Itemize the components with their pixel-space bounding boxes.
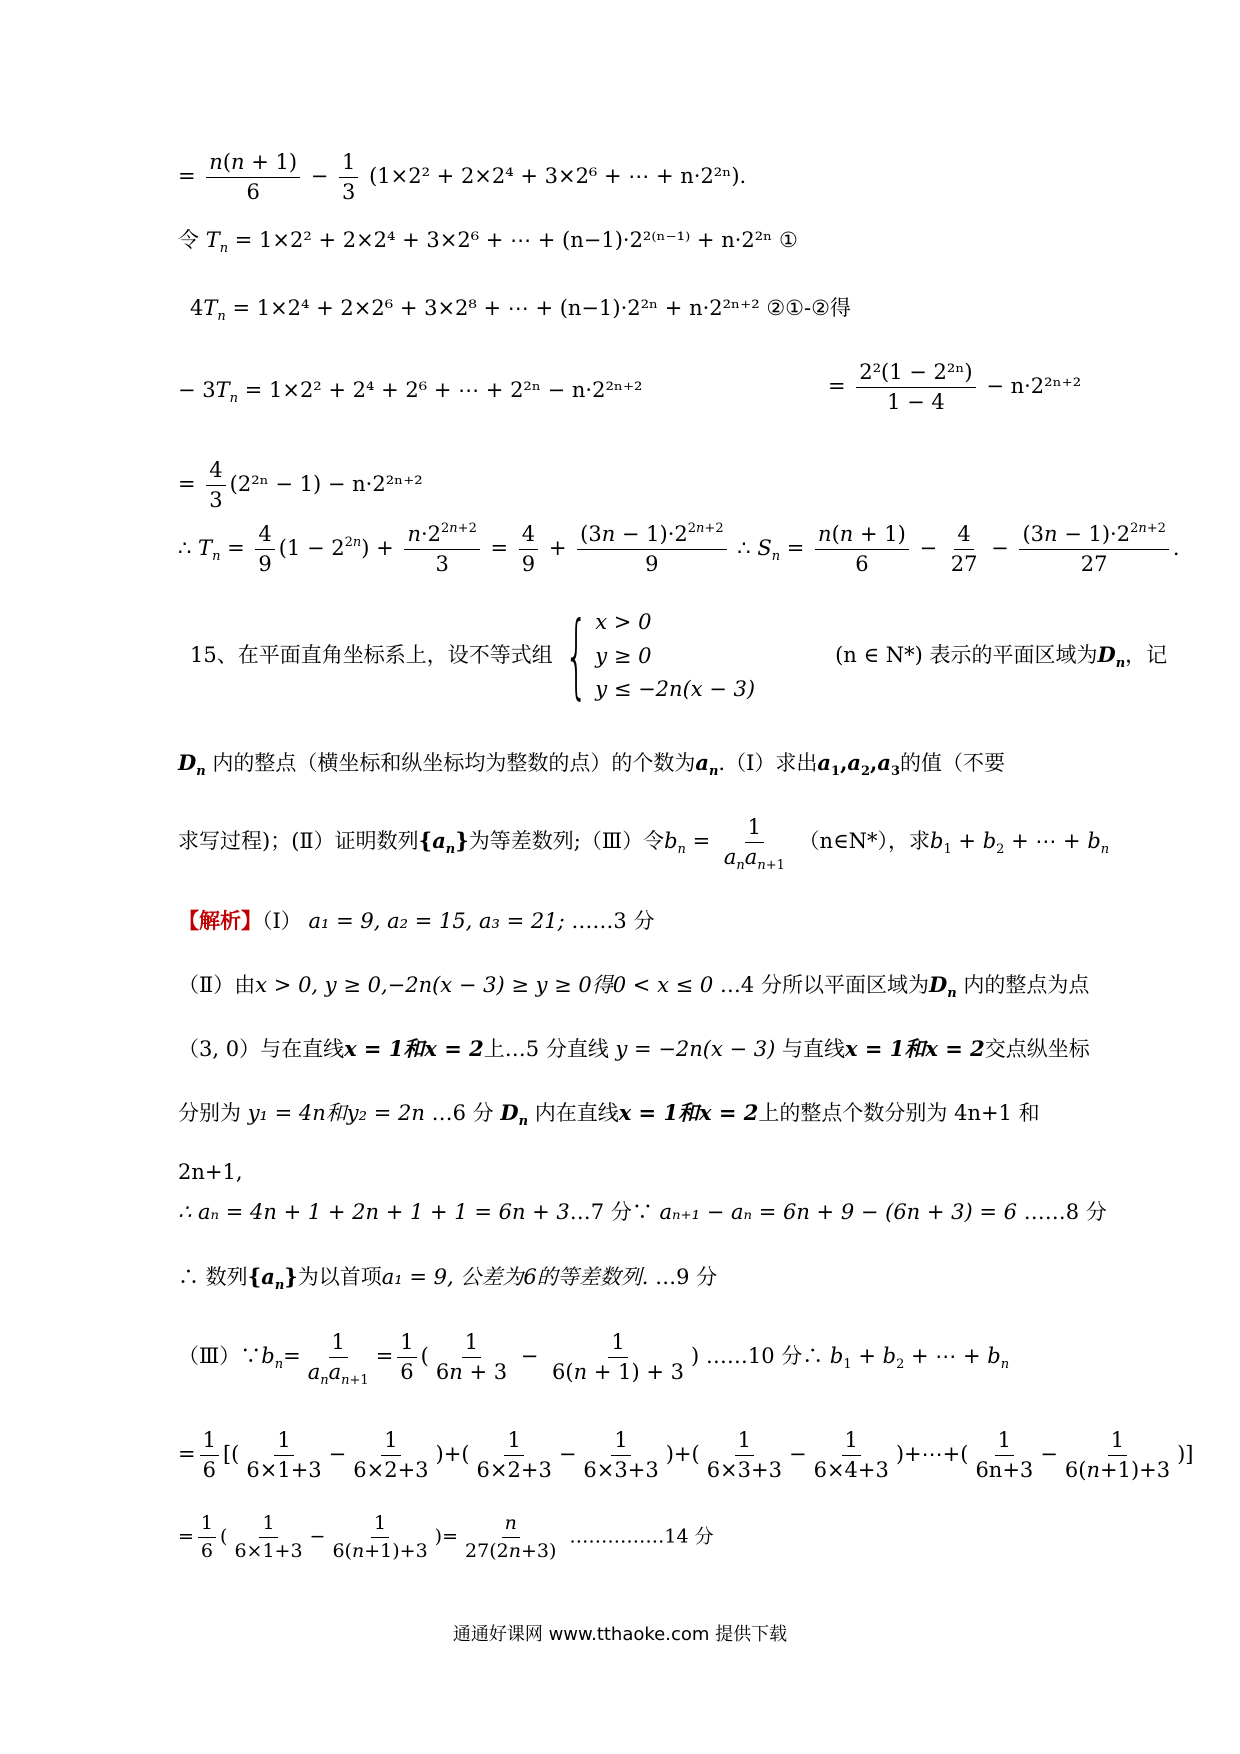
footer-source: 通通好课网 www.tthaoke.com 提供下载 bbox=[452, 1624, 788, 1645]
fraction: $\frac{1}{6(n+1)+3}$ bbox=[1064, 1428, 1171, 1483]
fraction: $\frac{1}{6\times 4+3}$ bbox=[813, 1428, 889, 1483]
fraction: $\frac{(3n - 1)\cdot 2^{2n+2}}{9}$ bbox=[577, 522, 726, 577]
fraction: $\frac{4}{9}$ bbox=[519, 522, 538, 577]
fraction: $\frac{1}{6(n+1)+3}$ bbox=[332, 1512, 428, 1562]
fraction: $\frac{n}{27(2n+3)}$ bbox=[465, 1512, 557, 1562]
eq-line-3: $4T_n = 1\times 2^4 + 2\times 2^6 + 3\times 2^8$ + ⋯ + (n−1)·2²ⁿ + n·2²ⁿ⁺² ②①-②得 bbox=[190, 296, 851, 324]
fraction: $\frac{n\cdot 2^{2n+2}}{3}$ bbox=[404, 522, 479, 577]
fraction: $\frac{1}{a_na_{n+1}}$ bbox=[307, 1330, 369, 1389]
fraction: $\frac{1}{6}$ bbox=[397, 1330, 416, 1385]
question-15-cond: (n ∈ N*) bbox=[835, 642, 923, 667]
solution-line-8: $(Ⅲ)\because b_n=$ $\frac{1}{a_na_{n+1}}$ = $\frac{1}{6}$ ( $\frac{1}{6n + 3}$ − $\frac{1}{6(n + 1) + 3}$ ) ……10 分∴ $b_1 + b_2$ + ⋯ + $b_n$ bbox=[178, 1330, 1010, 1389]
solution-line-2: （Ⅱ）由x > 0, y ≥ 0,−2n(x − 3) ≥ y ≥ 0得0 < x ≤ 0 …4 分所以平面区域为$D_n$ 内的整点为点 bbox=[178, 972, 1090, 1001]
question-15-text1: 表示的平面区域为 bbox=[929, 642, 1098, 667]
circle-one: ① bbox=[778, 228, 798, 252]
eq-line-3-note: ②①-②得 bbox=[766, 296, 851, 320]
eq-line-2: 令 $T_n = 1\times 2^2 + 2\times 2^4 + 3\times 2^6$ + ⋯ + (n−1)·2²⁽ⁿ⁻¹⁾ + n·2²ⁿ ① bbox=[178, 228, 798, 256]
fraction: $\frac{1}{6\times 3+3}$ bbox=[583, 1428, 659, 1483]
fraction: $\frac{1}{6\times 2+3}$ bbox=[353, 1428, 429, 1483]
fraction: $\frac{n(n + 1)}{6}$ bbox=[206, 150, 300, 205]
solution-line-9: = $\frac{1}{6}$ [( $\frac{1}{6\times 1+3}$ − $\frac{1}{6\times 2+3}$ )+( $\frac{1}{6\times 2+3}$ − $\frac{1}{6\times 3+3}$ )+( $\frac{1}{6\times 3+3}$ − $\frac{1}{6\times 4+3}$ )+⋯+( $\frac{1}{6n+3}$ − $\frac{1}{6(n+1)+3}$ )] bbox=[178, 1428, 1194, 1483]
solution-line-10: = $\frac{1}{6}$ ( $\frac{1}{6\times 1+3}$ − $\frac{1}{6(n+1)+3}$ )= $\frac{n}{27(2n+3)}$ ……………14 分 bbox=[178, 1512, 714, 1562]
fraction: $\frac{1}{6\times 1+3}$ bbox=[234, 1512, 303, 1562]
eq-line-5: = $\frac{4}{3}$ (2²ⁿ − 1) − n·2²ⁿ⁺² bbox=[178, 458, 423, 513]
fraction: $\frac{4}{3}$ bbox=[206, 458, 225, 513]
fraction: $\frac{4}{27}$ bbox=[950, 522, 978, 577]
solution-line-6: ∴ aₙ = 4n + 1 + 2n + 1 + 1 = 6n + 3…7 分∵ aₙ₊₁ − aₙ = 6n + 9 − (6n + 3) = 6 ……8 分 bbox=[178, 1200, 1107, 1224]
eq-line-4-rhs: = 1×2² + 2⁴ + 2⁶ + ⋯ + 2²ⁿ − n·2²ⁿ⁺² bbox=[244, 378, 643, 402]
solution-line-4: 分别为 y₁ = 4n和y₂ = 2n …6 分 $D_n$ 内在直线x = 1和x = 2上的整点个数分别为 4n+1 和 bbox=[178, 1100, 1040, 1129]
eq-line-5-tail: (2²ⁿ − 1) − n·2²ⁿ⁺² bbox=[229, 472, 423, 497]
solution-line-1: 【解析】（Ⅰ） a₁ = 9, a₂ = 15, a₃ = 21; ……3 分 bbox=[178, 908, 655, 933]
fraction: $\frac{n(n + 1)}{6}$ bbox=[815, 522, 909, 577]
question-15-label: 15、在平面直角坐标系上，设不等式组 bbox=[190, 642, 553, 667]
fraction: $\frac{(3n - 1)\cdot 2^{2n+2}}{27}$ bbox=[1019, 522, 1168, 577]
fraction: $\frac{4}{9}$ bbox=[255, 522, 274, 577]
fraction: $\frac{1}{6n + 3}$ bbox=[435, 1330, 508, 1385]
inequality-system: x > 0 y ≥ 0 y ≤ −2n(x − 3) bbox=[595, 610, 756, 702]
fraction: $\frac{1}{6n+3}$ bbox=[975, 1428, 1034, 1483]
fraction: $\frac{1}{6\times 3+3}$ bbox=[706, 1428, 782, 1483]
fraction: $\frac{1}{6\times 1+3}$ bbox=[246, 1428, 322, 1483]
eq-line-1-tail: (1×2² + 2×2⁴ + 3×2⁶ + ⋯ + n·2²ⁿ). bbox=[369, 164, 747, 189]
eq-line-4b: = $\frac{\text{2²(1 − 2²ⁿ)}}{1 - 4}$ − n·2²ⁿ⁺² bbox=[828, 360, 1082, 415]
question-15-line-2: $D_n$ 内的整点（横坐标和纵坐标均为整数的点）的个数为$a_n.(Ⅰ)$求出$a_1,a_2,a_3$的值（不要 bbox=[178, 750, 1005, 779]
fraction: $\frac{1}{6}$ bbox=[198, 1512, 216, 1563]
eq-line-6: ∴ $T_n$ = $\frac{4}{9}$ $(1 - 2^{2n})$ + $\frac{n\cdot 2^{2n+2}}{3}$ = $\frac{4}{9}$ + $\frac{(3n - 1)\cdot 2^{2n+2}}{9}$ ∴ $S_n$ = $\frac{n(n + 1)}{6}$ − $\frac{4}{27}$ − $\frac{(3n - 1)\cdot 2^{2n+2}}{27}$ . bbox=[178, 521, 1180, 577]
fraction: $\frac{1}{a_na_{n+1}}$ bbox=[723, 815, 785, 874]
eq-line-4: − $3T_n = 1\times 2^2 + 2^4 + 2^6$ + ⋯ + 2²ⁿ − n·2²ⁿ⁺² bbox=[178, 378, 643, 406]
fraction: $\frac{\text{2²(1 − 2²ⁿ)}}{1 - 4}$ bbox=[856, 360, 975, 415]
question-15-text2: ，记 bbox=[1125, 642, 1168, 667]
eq-line-4b-tail: − n·2²ⁿ⁺² bbox=[986, 374, 1082, 399]
brace-icon: { bbox=[564, 602, 588, 710]
question-15-line-3: 求写过程)；(Ⅱ）证明数列$\{a_n\}$为等差数列;（Ⅲ）令$b_n$ = $\frac{1}{a_na_{n+1}}$ （n∈N*），求$b_1 + b_2$ + ⋯ + $b_n$ bbox=[178, 815, 1110, 874]
eq-line-2-rhs: = 1×2² + 2×2⁴ + 3×2⁶ + ⋯ + (n−1)·2²⁽ⁿ⁻¹⁾ + n·2²ⁿ bbox=[234, 228, 773, 252]
solution-line-3: （3, 0）与在直线x = 1和x = 2上…5 分直线 y = −2n(x − 3) 与直线x = 1和x = 2交点纵坐标 bbox=[178, 1036, 1090, 1061]
fraction: $\frac{1}{6}$ bbox=[200, 1428, 219, 1483]
question-15-line-1: 15、在平面直角坐标系上，设不等式组 { x > 0 y ≥ 0 y ≤ −2n(x − 3) (n ∈ N*) 表示的平面区域为$D_n$，记 bbox=[190, 602, 1168, 710]
fraction: $\frac{1}{6(n + 1) + 3}$ bbox=[552, 1330, 684, 1385]
eq-line-3-rhs: = 1×2⁴ + 2×2⁶ + 3×2⁸ + ⋯ + (n−1)·2²ⁿ + n·2²ⁿ⁺² bbox=[232, 296, 760, 320]
eq-line-1: = $\frac{n(n + 1)}{6}$ − $\frac{1}{3}$ (1×2² + 2×2⁴ + 3×2⁶ + ⋯ + n·2²ⁿ). bbox=[178, 150, 747, 205]
solution-line-7: ∴ 数列$\{a_n\}$为以首项a₁ = 9, 公差为6的等差数列. …9 分 bbox=[178, 1264, 718, 1293]
fraction: $\frac{1}{6\times 2+3}$ bbox=[476, 1428, 552, 1483]
jiexi-label: 【解析】 bbox=[178, 908, 262, 933]
ling-label: 令 bbox=[178, 228, 199, 252]
fraction: $\frac{1}{3}$ bbox=[339, 150, 358, 205]
solution-line-5: 2n+1, bbox=[178, 1160, 243, 1184]
